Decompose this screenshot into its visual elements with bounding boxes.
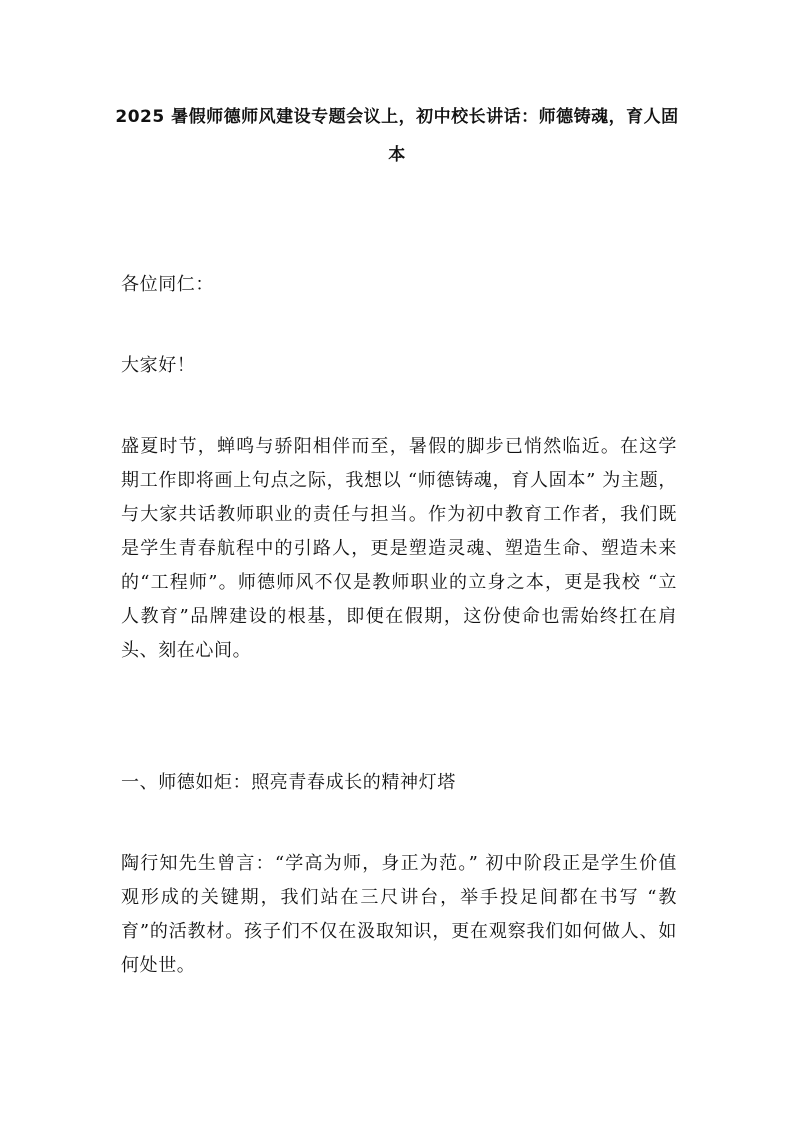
paragraph-intro: 盛夏时节，蝉鸣与骄阳相伴而至，暑假的脚步已悄然临近。在这学期工作即将画上句点之际，我想以 “师德铸魂，育人固本” 为主题，与大家共话教师职业的责任与担当。作为初中教育工作者，我们既是学生青春航程中的引路人，更是塑造灵魂、塑造生命、塑造未来的“工程师”。师德师风不仅是教师职业的立身之本，更是我校 “立人教育”品牌建设的根基，即便在假期，这份使命也需始终扛在肩头、刻在心间。: [121, 436, 677, 661]
section-heading: 一、师德如炬：照亮青春成长的精神灯塔: [121, 772, 456, 793]
greeting: 大家好！: [121, 355, 196, 376]
paragraph-section-1: 陶行知先生曾言：“学高为师，身正为范。” 初中阶段正是学生价值观形成的关键期，我们站在三尺讲台，举手投足间都在书写 “教育”的活教材。孩子们不仅在汲取知识，更在观察我们如何做人、如何处世。: [121, 853, 677, 976]
document-title: 2025 暑假师德师风建设专题会议上，初中校长讲话：师德铸魂，育人固本: [115, 107, 679, 165]
salutation: 各位同仁：: [121, 274, 214, 295]
